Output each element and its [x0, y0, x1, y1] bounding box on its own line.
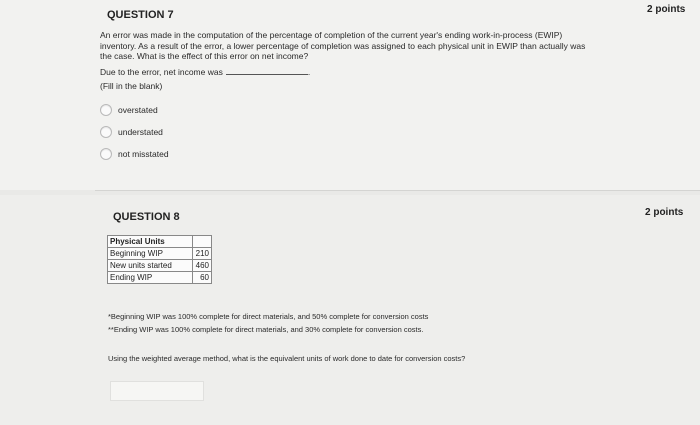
table-row — [108, 236, 212, 248]
blank-prefix: Due to the error, net income was — [100, 66, 223, 77]
fill-blank — [226, 66, 311, 77]
question-divider — [95, 190, 700, 191]
row-value: 60 — [193, 272, 212, 284]
question-8-prompt: Using the weighted average method, what is the equivalent units of work done to date for conversion costs? — [108, 354, 466, 363]
question-7-block — [0, 0, 700, 190]
table-row — [108, 248, 212, 260]
question-8-notes — [108, 310, 428, 336]
question-7-text — [100, 30, 590, 92]
question-7-stem: An error was made in the computation of the percentage of completion of the current year's ending work-in-process (EWIP) inventory. As a result of the error, a lower percentage of completion was assigned to each physical unit in EWIP than actually was the case. What is the effect of this error on net income? — [100, 30, 586, 61]
question-7-hint: (Fill in the blank) — [100, 81, 163, 91]
question-8-title: QUESTION 8 — [113, 211, 180, 223]
row-label: Beginning WIP — [108, 248, 193, 260]
question-7-title: QUESTION 7 — [107, 9, 174, 21]
table-row — [108, 260, 212, 272]
row-label: Ending WIP — [108, 272, 193, 284]
question-7-points: 2 points — [647, 4, 686, 15]
option-label: understated — [118, 127, 163, 137]
option-label: overstated — [118, 105, 158, 115]
blank-suffix: . — [307, 66, 311, 77]
question-7-blank-line — [100, 66, 590, 78]
radio-circle-icon[interactable] — [100, 148, 112, 160]
row-value: 460 — [193, 260, 212, 272]
note-ending-wip: **Ending WIP was 100% complete for direct materials, and 30% complete for conversion costs. — [108, 325, 424, 334]
answer-input[interactable] — [110, 381, 204, 401]
option-overstated[interactable] — [100, 104, 158, 116]
question-8-points: 2 points — [645, 207, 684, 218]
row-label: New units started — [108, 260, 193, 272]
table-header-empty — [193, 236, 212, 248]
note-beginning-wip: *Beginning WIP was 100% complete for direct materials, and 50% complete for conversion costs — [108, 312, 429, 321]
radio-circle-icon[interactable] — [100, 126, 112, 138]
option-label: not misstated — [118, 149, 169, 159]
question-8-block — [0, 195, 700, 425]
physical-units-table — [107, 235, 212, 284]
radio-circle-icon[interactable] — [100, 104, 112, 116]
row-value: 210 — [193, 248, 212, 260]
table-row — [108, 272, 212, 284]
option-not-misstated[interactable] — [100, 148, 169, 160]
option-understated[interactable] — [100, 126, 163, 138]
table-header: Physical Units — [108, 236, 193, 248]
